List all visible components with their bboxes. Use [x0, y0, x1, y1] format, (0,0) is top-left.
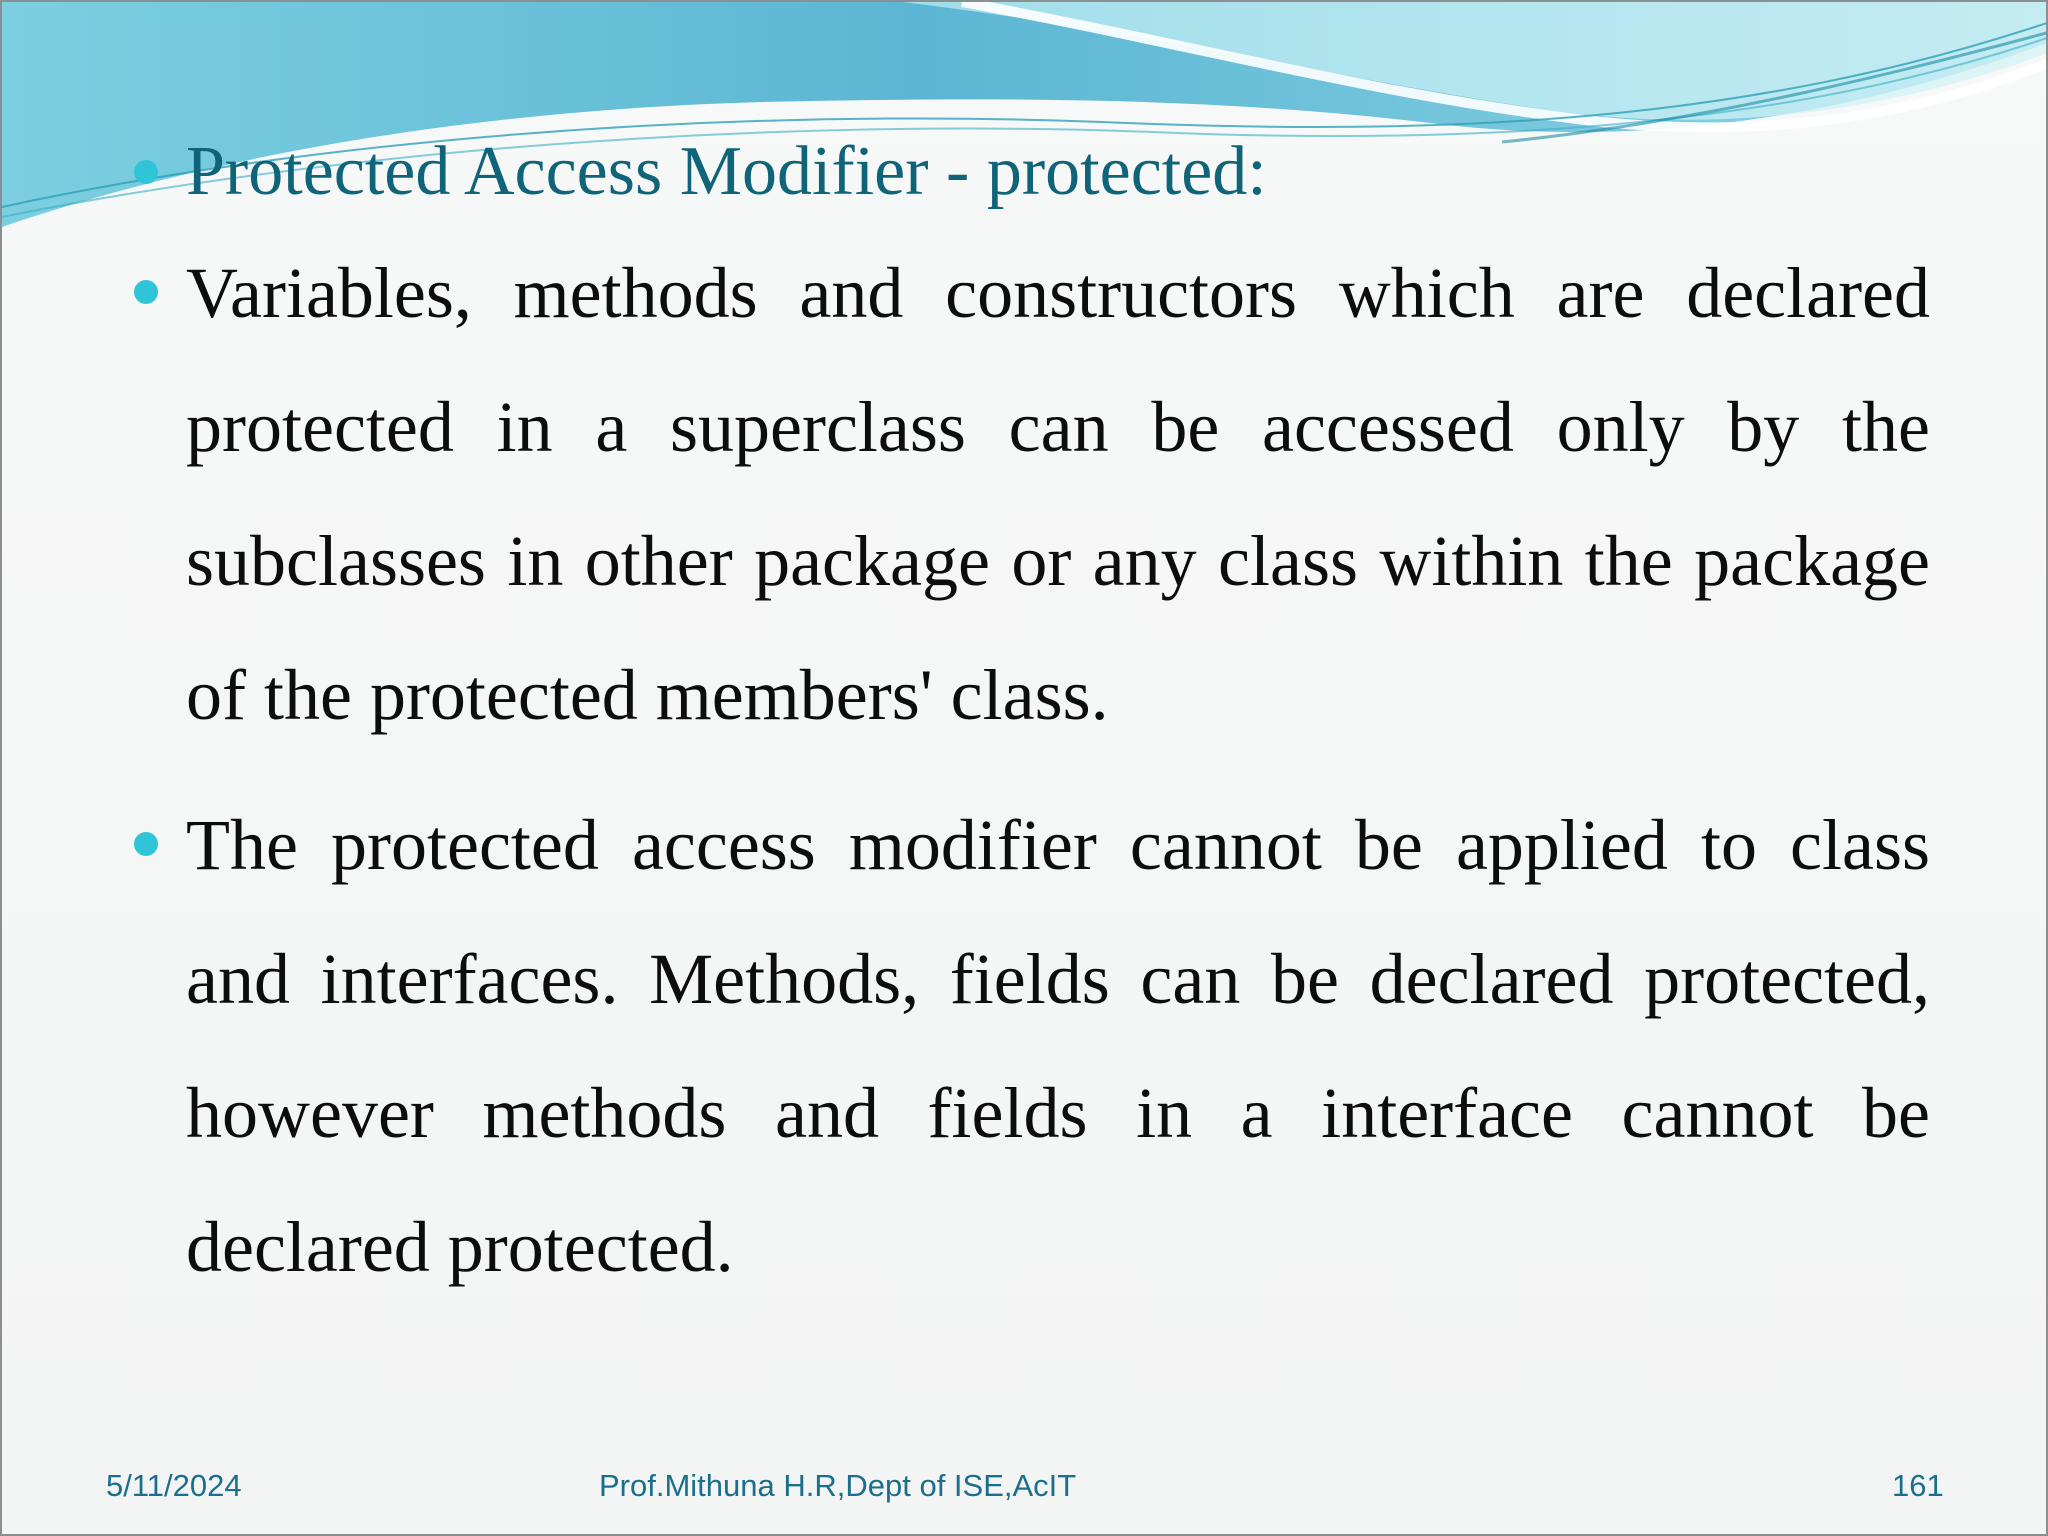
title-bullet-text: Protected Access Modifier - protected: — [186, 133, 1267, 210]
bullet-item — [130, 778, 1930, 1314]
bullet-list — [130, 120, 1930, 1314]
bullet-item — [130, 226, 1930, 762]
title-bullet — [130, 120, 1930, 224]
bullet-dot-icon — [134, 832, 158, 856]
footer-date: 5/11/2024 — [106, 1468, 242, 1503]
footer-author: Prof.Mithuna H.R,Dept of ISE,AcIT — [599, 1468, 1077, 1503]
page-number: 161 — [1892, 1468, 1944, 1503]
bullet-text: The protected access modifier cannot be applied to class and interfaces. Methods, fields can be declared protected, however methods and fields in a interface cannot be declared protected. — [186, 805, 1930, 1287]
bullet-text: Variables, methods and constructors which are declared protected in a superclass can be accessed only by the subclasses in other package or any class within the package of the protected members' class. — [186, 253, 1930, 735]
bullet-dot-icon — [134, 160, 158, 184]
bullet-dot-icon — [134, 280, 158, 304]
